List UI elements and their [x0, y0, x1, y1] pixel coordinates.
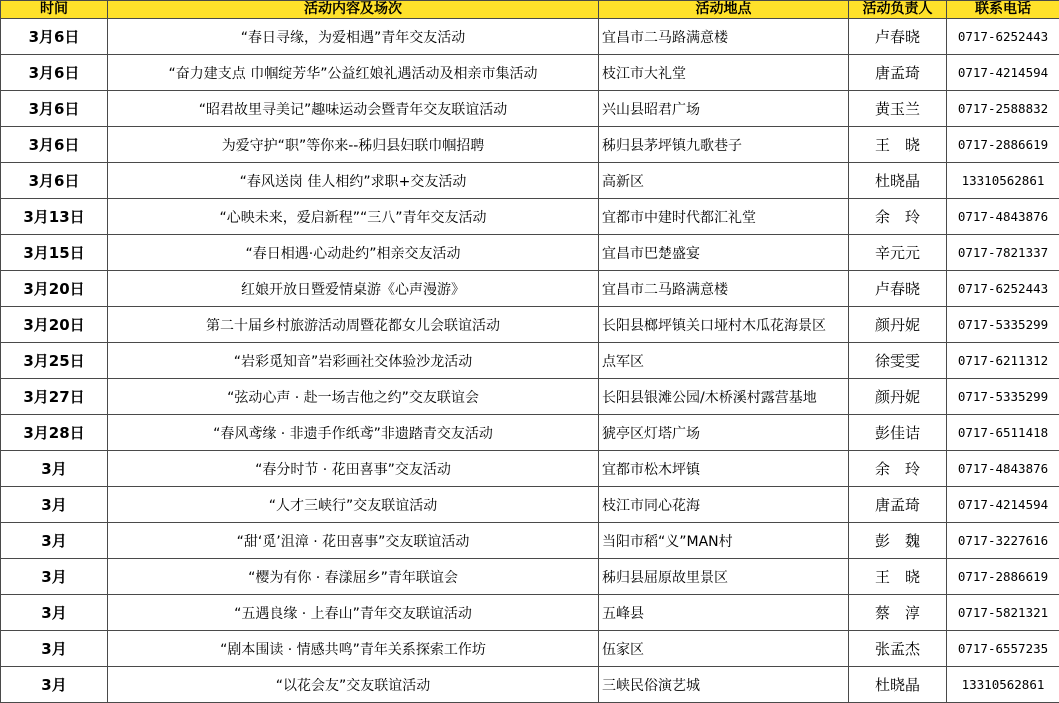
table-row [1, 523, 1059, 559]
table-row [1, 415, 1059, 451]
location-cell: 宜都市中建时代都汇礼堂 [599, 199, 849, 235]
date-cell: 3月13日 [1, 199, 108, 235]
content-cell: “樱为有你 · 春漾屈乡”青年联谊会 [108, 559, 599, 595]
person-cell: 颜丹妮 [849, 379, 947, 415]
location-cell: 五峰县 [599, 595, 849, 631]
person-cell: 颜丹妮 [849, 307, 947, 343]
header-date: 时间 [1, 1, 108, 19]
table-body [1, 19, 1059, 703]
table-row [1, 91, 1059, 127]
person-cell: 余 玲 [849, 199, 947, 235]
person-cell: 王 晓 [849, 559, 947, 595]
person-cell: 张孟杰 [849, 631, 947, 667]
header-phone: 联系电话 [947, 1, 1059, 19]
content-cell: “人才三峡行”交友联谊活动 [108, 487, 599, 523]
content-cell: “剧本围读 · 情感共鸣”青年关系探索工作坊 [108, 631, 599, 667]
date-cell: 3月15日 [1, 235, 108, 271]
location-cell: 长阳县榔坪镇关口垭村木瓜花海景区 [599, 307, 849, 343]
location-cell: 长阳县银滩公园/木桥溪村露营基地 [599, 379, 849, 415]
table-row [1, 379, 1059, 415]
date-cell: 3月6日 [1, 127, 108, 163]
header-person: 活动负责人 [849, 1, 947, 19]
phone-cell: 0717-4843876 [947, 199, 1059, 235]
person-cell: 唐孟琦 [849, 55, 947, 91]
content-cell: “春日相遇·心动赴约”相亲交友活动 [108, 235, 599, 271]
location-cell: 宜昌市二马路满意楼 [599, 19, 849, 55]
table-row [1, 307, 1059, 343]
phone-cell: 0717-2886619 [947, 559, 1059, 595]
location-cell: 枝江市大礼堂 [599, 55, 849, 91]
person-cell: 彭 魏 [849, 523, 947, 559]
table-row [1, 451, 1059, 487]
location-cell: 三峡民俗演艺城 [599, 667, 849, 703]
person-cell: 杜晓晶 [849, 163, 947, 199]
header-content: 活动内容及场次 [108, 1, 599, 19]
phone-cell: 0717-2588832 [947, 91, 1059, 127]
location-cell: 秭归县屈原故里景区 [599, 559, 849, 595]
date-cell: 3月28日 [1, 415, 108, 451]
person-cell: 卢春晓 [849, 19, 947, 55]
content-cell: “奋力建支点 巾帼绽芳华”公益红娘礼遇活动及相亲市集活动 [108, 55, 599, 91]
header-location: 活动地点 [599, 1, 849, 19]
date-cell: 3月25日 [1, 343, 108, 379]
location-cell: 高新区 [599, 163, 849, 199]
phone-cell: 0717-4843876 [947, 451, 1059, 487]
content-cell: 第二十届乡村旅游活动周暨花都女儿会联谊活动 [108, 307, 599, 343]
phone-cell: 0717-5335299 [947, 379, 1059, 415]
date-cell: 3月 [1, 631, 108, 667]
content-cell: “甜‘觅’沮漳 · 花田喜事”交友联谊活动 [108, 523, 599, 559]
table-row [1, 55, 1059, 91]
phone-cell: 0717-5335299 [947, 307, 1059, 343]
content-cell: “五遇良缘 · 上春山”青年交友联谊活动 [108, 595, 599, 631]
date-cell: 3月6日 [1, 55, 108, 91]
table-row [1, 19, 1059, 55]
content-cell: 红娘开放日暨爱情桌游《心声漫游》 [108, 271, 599, 307]
table-row [1, 595, 1059, 631]
content-cell: “昭君故里寻美记”趣味运动会暨青年交友联谊活动 [108, 91, 599, 127]
date-cell: 3月 [1, 667, 108, 703]
date-cell: 3月 [1, 487, 108, 523]
table-row [1, 487, 1059, 523]
person-cell: 黄玉兰 [849, 91, 947, 127]
person-cell: 王 晓 [849, 127, 947, 163]
date-cell: 3月6日 [1, 91, 108, 127]
phone-cell: 0717-4214594 [947, 487, 1059, 523]
phone-cell: 13310562861 [947, 163, 1059, 199]
location-cell: 宜昌市二马路满意楼 [599, 271, 849, 307]
content-cell: “以花会友”交友联谊活动 [108, 667, 599, 703]
phone-cell: 0717-5821321 [947, 595, 1059, 631]
table-header-row [1, 1, 1059, 19]
table-row [1, 235, 1059, 271]
location-cell: 点军区 [599, 343, 849, 379]
person-cell: 蔡 淳 [849, 595, 947, 631]
content-cell: “春日寻缘，为爱相遇”青年交友活动 [108, 19, 599, 55]
date-cell: 3月20日 [1, 307, 108, 343]
date-cell: 3月6日 [1, 163, 108, 199]
phone-cell: 13310562861 [947, 667, 1059, 703]
content-cell: 为爱守护“职”等你来--秭归县妇联巾帼招聘 [108, 127, 599, 163]
date-cell: 3月6日 [1, 19, 108, 55]
person-cell: 卢春晓 [849, 271, 947, 307]
table-row [1, 127, 1059, 163]
location-cell: 猇亭区灯塔广场 [599, 415, 849, 451]
person-cell: 唐孟琦 [849, 487, 947, 523]
person-cell: 徐雯雯 [849, 343, 947, 379]
date-cell: 3月 [1, 451, 108, 487]
table-row [1, 667, 1059, 703]
person-cell: 辛元元 [849, 235, 947, 271]
location-cell: 当阳市稻“义”MAN村 [599, 523, 849, 559]
location-cell: 宜都市松木坪镇 [599, 451, 849, 487]
location-cell: 枝江市同心花海 [599, 487, 849, 523]
date-cell: 3月20日 [1, 271, 108, 307]
phone-cell: 0717-6557235 [947, 631, 1059, 667]
table-row [1, 163, 1059, 199]
content-cell: “春分时节 · 花田喜事”交友活动 [108, 451, 599, 487]
phone-cell: 0717-3227616 [947, 523, 1059, 559]
person-cell: 余 玲 [849, 451, 947, 487]
person-cell: 杜晓晶 [849, 667, 947, 703]
table-row [1, 343, 1059, 379]
phone-cell: 0717-4214594 [947, 55, 1059, 91]
table-row [1, 199, 1059, 235]
location-cell: 秭归县茅坪镇九歌巷子 [599, 127, 849, 163]
content-cell: “岩彩觅知音”岩彩画社交体验沙龙活动 [108, 343, 599, 379]
table-row [1, 559, 1059, 595]
phone-cell: 0717-6252443 [947, 271, 1059, 307]
date-cell: 3月 [1, 559, 108, 595]
phone-cell: 0717-2886619 [947, 127, 1059, 163]
content-cell: “弦动心声 · 赴一场吉他之约”交友联谊会 [108, 379, 599, 415]
date-cell: 3月27日 [1, 379, 108, 415]
content-cell: “心映未来，爱启新程”“三八”青年交友活动 [108, 199, 599, 235]
location-cell: 宜昌市巴楚盛宴 [599, 235, 849, 271]
date-cell: 3月 [1, 595, 108, 631]
phone-cell: 0717-7821337 [947, 235, 1059, 271]
person-cell: 彭佳诘 [849, 415, 947, 451]
phone-cell: 0717-6211312 [947, 343, 1059, 379]
location-cell: 兴山县昭君广场 [599, 91, 849, 127]
phone-cell: 0717-6252443 [947, 19, 1059, 55]
table-row [1, 631, 1059, 667]
date-cell: 3月 [1, 523, 108, 559]
table-row [1, 271, 1059, 307]
phone-cell: 0717-6511418 [947, 415, 1059, 451]
content-cell: “春风送岗 佳人相约”求职+交友活动 [108, 163, 599, 199]
content-cell: “春风鸢缘 · 非遗手作纸鸢”非遗踏青交友活动 [108, 415, 599, 451]
location-cell: 伍家区 [599, 631, 849, 667]
